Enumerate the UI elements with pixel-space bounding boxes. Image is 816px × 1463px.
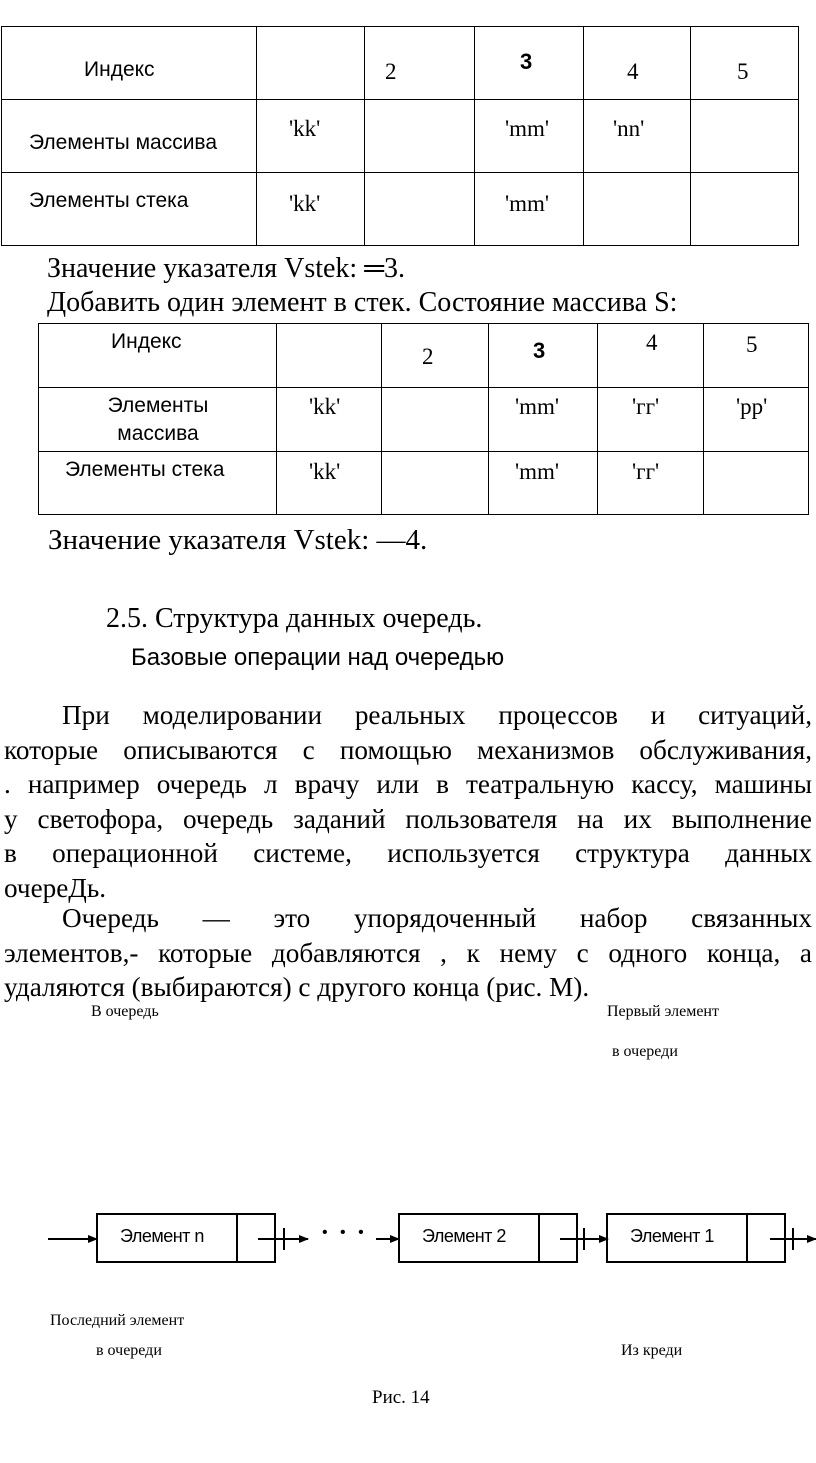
index-cell: 2 [422,344,434,369]
table-row [2,27,799,100]
pointer-divider [538,1215,540,1261]
row-label: Элементы стека [65,458,225,481]
table-row [2,100,799,173]
paragraph-line: у светофора, очередь заданий пользователя на их выполнение [4,803,812,834]
pointer-value-text-2: Значение указателя Vstek: —4. [48,524,428,556]
paragraph-line: очереДь. [4,872,107,903]
section-subtitle: Базовые операции над очередью [131,644,505,671]
queue-element-1 [606,1213,786,1263]
index-cell: 4 [627,59,639,84]
row-label: Элементы массива [29,131,218,154]
table-row [39,324,809,388]
index-cell: 3 [520,49,533,74]
index-header: Индекс [111,330,182,353]
table-row [39,388,809,452]
table-row [2,173,799,246]
table-cell: 'mm' [515,394,560,419]
queue-element-label: Элемент n [120,1226,204,1246]
table-cell: 'mm' [505,191,550,216]
table-cell: 'kk' [289,191,321,216]
table-row [39,452,809,515]
index-cell: 5 [746,332,758,357]
pointer-divider [236,1215,238,1261]
paragraph-line: Очередь — это упорядоченный набор связанных [62,903,812,933]
table-cell: 'kk' [309,394,341,419]
table-cell: 'pp' [736,394,768,419]
figure-caption: Рис. 14 [372,1387,430,1408]
index-cell: 3 [533,338,546,363]
queue-element-n [96,1213,276,1263]
label-last-element-line2: в очереди [96,1342,162,1359]
label-first-element-line1: Первый элемент [607,1003,719,1020]
add-element-text: Добавить один элемент в стек. Состояние массива S: [47,287,678,318]
index-header: Индекс [84,58,155,81]
paragraph-line: элементов,- которые добавляются , к нему с одного конца, а [4,937,812,968]
index-cell: 4 [646,330,658,355]
table-cell: 'гг' [632,459,660,484]
paragraph-line: удаляются (выбираются) с другого конца (рис. М). [4,972,590,1002]
paragraph-queue-definition [4,901,812,1005]
paragraph-line: При моделировании реальных процессов и ситуаций, [62,700,812,730]
array-state-table-2 [38,323,809,515]
pointer-divider [746,1215,748,1261]
paragraph-line: в операционной системе, используется структура данных [4,838,812,868]
queue-element-2 [398,1213,578,1263]
pointer-value-text-1: Значение указателя Vstek: ═3. [47,253,406,284]
table-cell: 'nn' [613,116,645,141]
paragraph-line: . например очередь л врачу или в театральную кассу, машины [4,769,812,799]
table-cell: 'kk' [289,116,321,141]
index-cell: 2 [385,59,397,84]
index-cell: 5 [737,59,749,84]
table-cell: 'mm' [515,459,560,484]
row-label: Элементы массива [107,394,209,445]
array-state-table-1 [1,26,799,246]
row-label: Элементы стека [29,189,189,212]
queue-element-label: Элемент 1 [630,1226,714,1246]
paragraph-queue-intro [4,698,812,905]
ellipsis: • • • [322,1224,368,1241]
label-into-queue: В очередь [91,1003,159,1020]
queue-element-label: Элемент 2 [422,1226,506,1246]
label-last-element-line1: Последний элемент [50,1312,185,1329]
section-title: 2.5. Структура данных очередь. [106,603,483,634]
paragraph-line: которые описываются с помощью механизмов обслуживания, [4,734,812,765]
table-cell: 'mm' [505,116,550,141]
label-out-of-queue: Из креди [621,1342,683,1359]
table-cell: 'kk' [309,459,341,484]
label-first-element-line2: в очереди [612,1043,678,1060]
table-cell: 'гг' [632,394,660,419]
